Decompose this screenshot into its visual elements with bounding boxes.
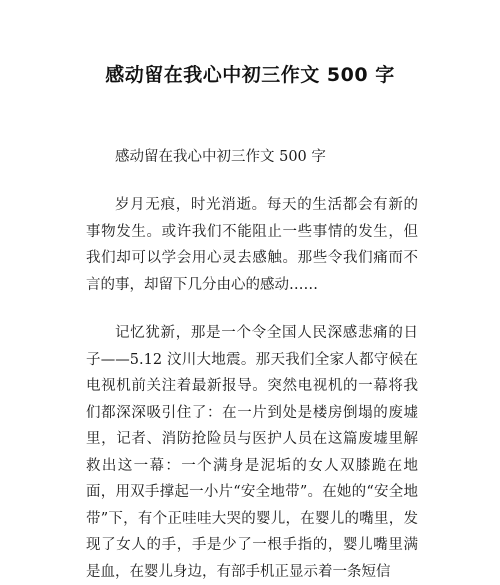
document-subtitle: 感动留在我心中初三作文 500 字 [115, 149, 326, 165]
document-title: 感动留在我心中初三作文 500 字 [105, 64, 395, 86]
paragraph-2: 记忆犹新，那是一个令全国人民深感悲痛的日子——5.12 汶川大地震。那天我们全家人都守候在电视机前关注着最新报导。突然电视机的一幕将我们都深深吸引住了：在一片到处是楼房倒塌的废墟里，记者、消防抢险员与医护人员在这篇废墟里解救出这一幕：一个满身是泥垢的女人双膝跪在地面，用双手撑起一小片“安全地带”。在她的“安全地带”下，有个正哇哇大哭的婴儿，在婴儿的嘴里，发现了女人的手，手是少了一根手指的，婴儿嘴里满是血，在婴儿身边，有部手机正显示着一条短信 [86, 325, 418, 580]
paragraph-1: 岁月无痕，时光消逝。每天的生活都会有新的事物发生。或许我们不能阻止一些事情的发生，但我们却可以学会用心灵去感触。那些令我们痛而不言的事，却留下几分由心的感动…… [86, 197, 418, 293]
